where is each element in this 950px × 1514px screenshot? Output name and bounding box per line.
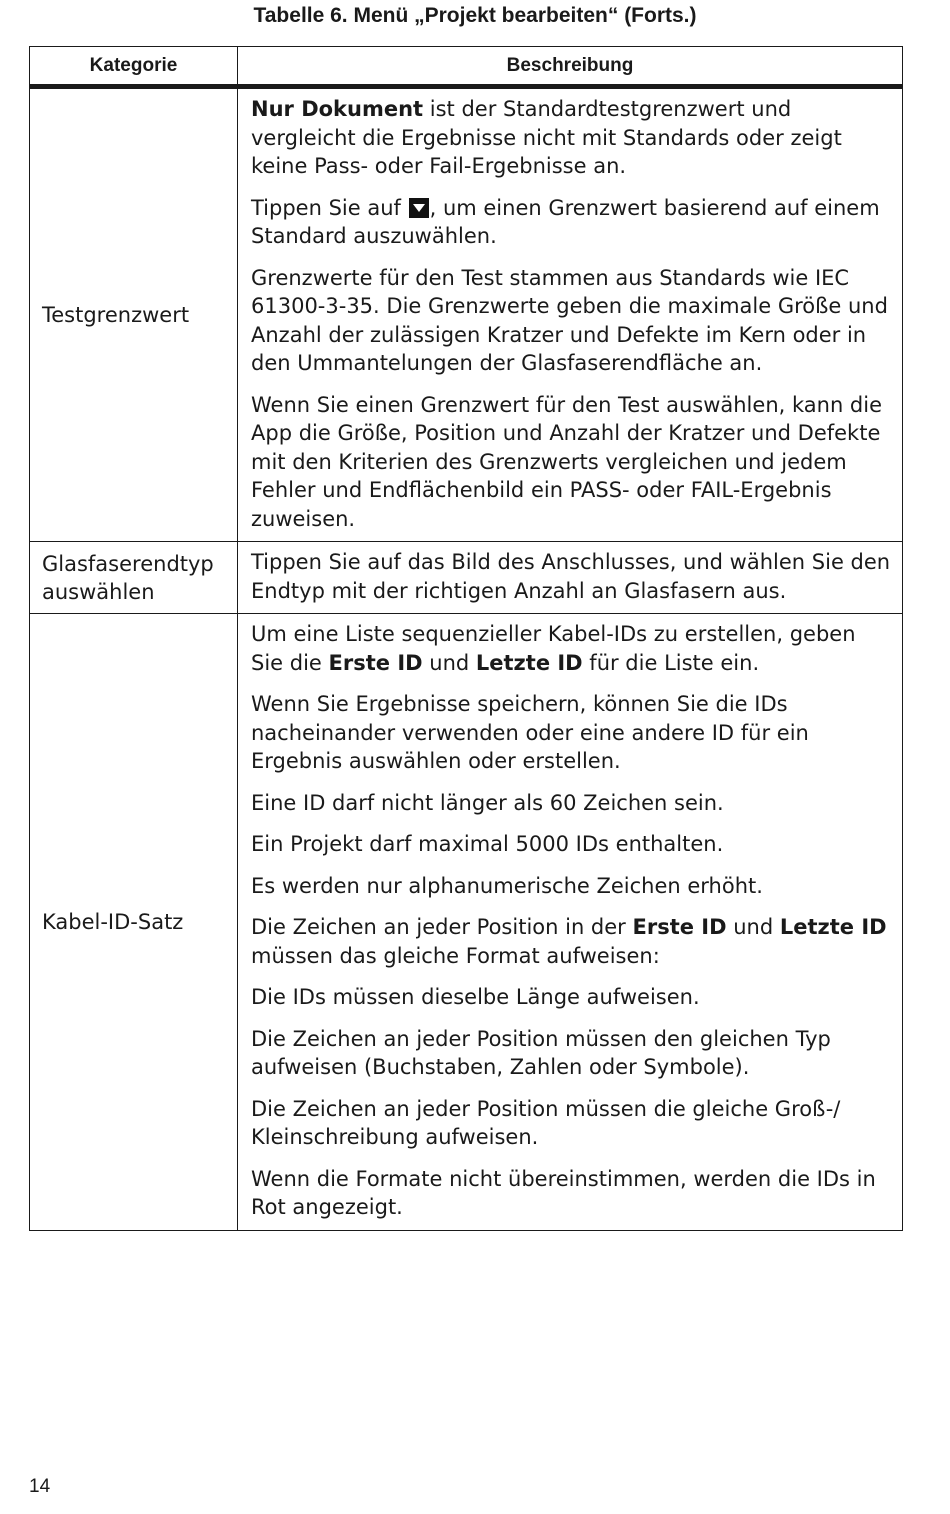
paragraph-text: für die Liste ein. xyxy=(582,650,760,675)
paragraph-text: und xyxy=(726,915,780,939)
bold-term: Letzte ID xyxy=(779,915,887,939)
description-paragraph: Wenn die Formate nicht übereinstimmen, werden die IDs in Rot angezeigt. xyxy=(251,1166,876,1219)
description-paragraph: Wenn Sie einen Grenzwert für den Test auswählen, kann die App die Größe, Position und Anzahl der Kratzer und Defekte mit den Kriterien des Grenzwerts vergleichen und jedem Fehler und Endflächenbild ein PASS- oder FAIL-Ergebnis zuweisen. xyxy=(251,392,883,531)
table-row xyxy=(30,542,903,614)
paragraph-text: ist der Standardtestgrenzwert und vergleicht die Ergebnisse nicht mit Standards oder zeigt keine Pass- oder Fail-Ergebnisse an. xyxy=(251,97,842,178)
table-row xyxy=(30,614,903,1231)
header-description: Beschreibung xyxy=(238,47,903,87)
description-paragraph: Die Zeichen an jeder Position müssen die gleiche Groß-/ Kleinschreibung aufweisen. xyxy=(251,1096,841,1149)
description-paragraph xyxy=(251,194,892,251)
edit-project-menu-table xyxy=(29,46,903,1231)
row-category-test-limit: Testgrenzwert xyxy=(30,87,238,542)
description-paragraph: Wenn Sie Ergebnisse speichern, können Sie die IDs nacheinander verwenden oder eine andere ID für ein Ergebnis auswählen oder erstellen. xyxy=(251,692,809,773)
row-description-fiber-end-type xyxy=(238,542,903,614)
header-category: Kategorie xyxy=(30,47,238,87)
description-paragraph: Grenzwerte für den Test stammen aus Standards wie IEC 61300-3-35. Die Grenzwerte geben die maximale Größe und Anzahl der zulässigen Kratzer und Defekte im Kern oder in den Ummantelungen der Glasfaserendfläche an. xyxy=(251,265,888,375)
paragraph-text: Um eine Liste sequenzieller Kabel-IDs zu erstellen, geben Sie die xyxy=(251,622,856,675)
row-description-test-limit xyxy=(238,87,903,542)
description-paragraph: Die IDs müssen dieselbe Länge aufweisen. xyxy=(251,985,700,1009)
table-caption: Tabelle 6. Menü „Projekt bearbeiten“ (Forts.) xyxy=(253,4,697,27)
bold-term: Nur Dokument xyxy=(251,97,424,121)
description-paragraph xyxy=(251,913,892,970)
paragraph-text: Tippen Sie auf xyxy=(251,195,408,220)
table-row xyxy=(30,87,903,542)
paragraph-text: Die Zeichen an jeder Position in der xyxy=(251,915,633,939)
description-paragraph: Eine ID darf nicht länger als 60 Zeichen sein. xyxy=(251,790,724,815)
row-category-fiber-end-type: Glasfaserendtyp auswählen xyxy=(30,542,238,614)
description-paragraph: Tippen Sie auf das Bild des Anschlusses, und wählen Sie den Endtyp mit der richtigen Anzahl an Glasfasern aus. xyxy=(251,550,891,603)
bold-term: Erste ID xyxy=(632,915,727,939)
dropdown-arrow-icon xyxy=(409,198,429,218)
description-paragraph: Die Zeichen an jeder Position müssen den gleichen Typ aufweisen (Buchstaben, Zahlen oder Symbole). xyxy=(251,1026,831,1079)
row-description-cable-id-set xyxy=(238,614,903,1231)
bold-term: Letzte ID xyxy=(475,650,583,675)
page-number: 14 xyxy=(29,1476,51,1497)
table-header-row xyxy=(30,47,903,87)
description-paragraph xyxy=(251,620,892,677)
description-paragraph xyxy=(251,95,892,181)
paragraph-text: , um einen Grenzwert basierend auf einem Standard auszuwählen. xyxy=(251,195,880,248)
bold-term: Erste ID xyxy=(328,650,423,675)
row-category-cable-id-set: Kabel-ID-Satz xyxy=(30,614,238,1231)
paragraph-text: müssen das gleiche Format aufweisen: xyxy=(251,943,660,968)
description-paragraph: Ein Projekt darf maximal 5000 IDs enthalten. xyxy=(251,832,724,856)
paragraph-text: und xyxy=(422,650,476,675)
description-paragraph: Es werden nur alphanumerische Zeichen erhöht. xyxy=(251,873,763,898)
